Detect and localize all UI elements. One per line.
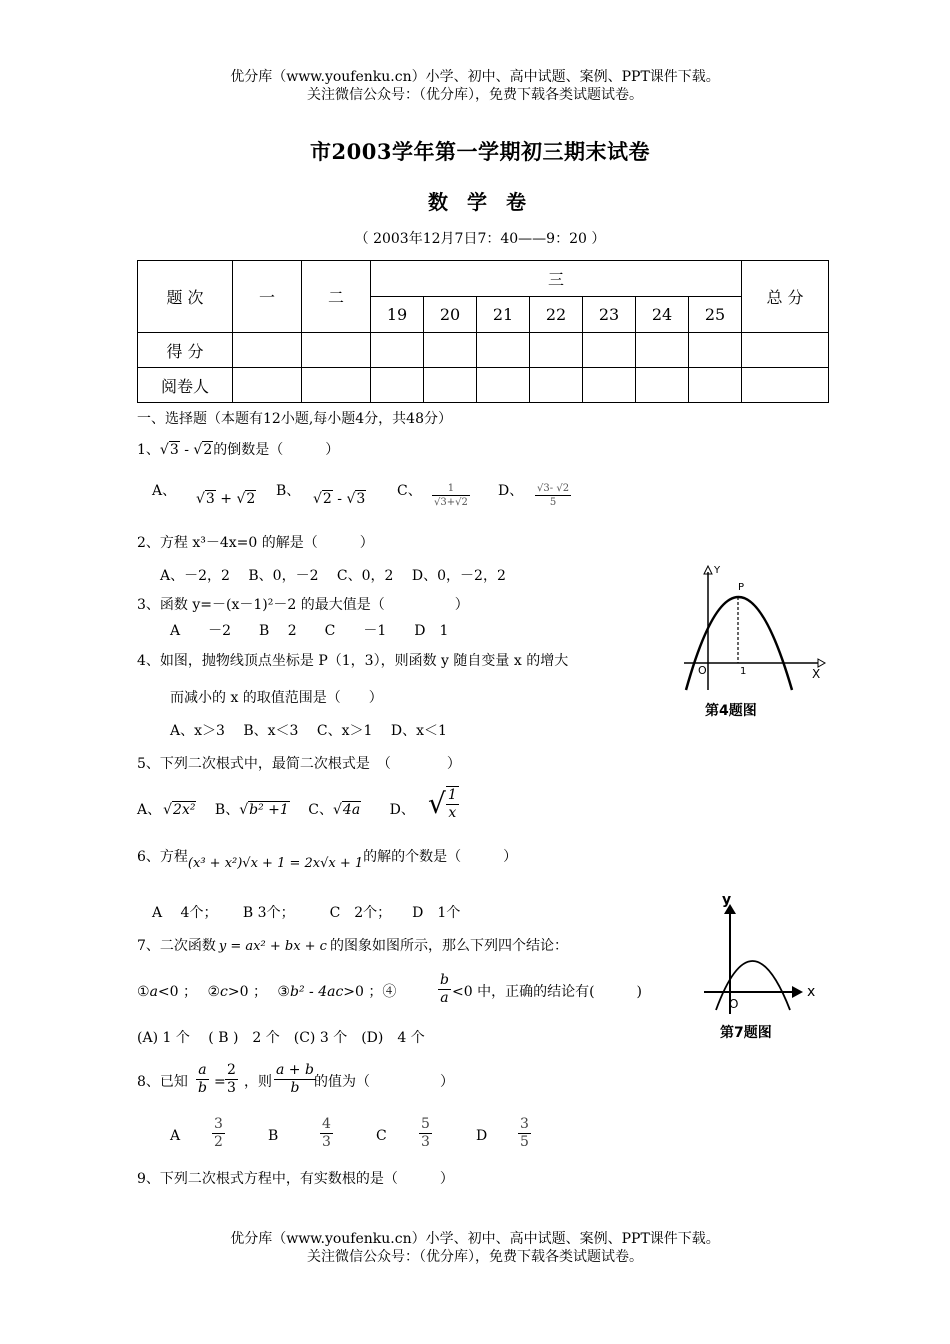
cell-total: 总 分 — [742, 261, 829, 333]
fig4-x-label: X — [812, 667, 821, 681]
q7-c4d: a — [440, 990, 449, 1006]
q5-d-label: D、 — [389, 802, 415, 818]
fig4-o-label: O — [698, 664, 707, 677]
q5-c-expr: 4a — [342, 802, 361, 818]
score-table — [137, 260, 829, 403]
q7-c3v: b² - 4ac — [289, 984, 344, 1000]
score-cell[interactable] — [742, 333, 829, 368]
q1-c-num: 1 — [432, 482, 470, 496]
question-4-line-2: 而减小的 x 的取值范围是（ ） — [170, 690, 383, 706]
q1-option-d-expr — [535, 482, 571, 509]
cell-col-3: 三 — [371, 261, 742, 297]
fig4-y-label: Y — [714, 565, 721, 576]
question-2: 2、方程 x³－4x=0 的解是（ ） — [137, 535, 374, 551]
fig4-x-arrow-icon — [818, 659, 825, 667]
question-5: 5、下列二次根式中，最简二次根式是 （ ） — [137, 756, 461, 772]
q8-eq: = — [214, 1074, 226, 1090]
q1-b-r2: 3 — [356, 491, 366, 507]
q5-options[interactable] — [137, 801, 415, 819]
q1-option-b[interactable] — [276, 482, 300, 500]
q7-c2t: >0 ； — [227, 984, 267, 1000]
cell-sub-col: 23 — [583, 297, 636, 333]
grader-cell[interactable] — [233, 368, 302, 403]
grader-cell[interactable] — [302, 368, 371, 403]
score-cell[interactable] — [371, 333, 424, 368]
q8-f3n: a + b — [276, 1062, 314, 1078]
q8-suffix: 的值为（ ） — [314, 1074, 454, 1090]
q8-f3d: b — [290, 1080, 300, 1096]
q1-num: 1、 — [137, 442, 160, 458]
q8-a-d: 2 — [214, 1134, 223, 1150]
fig7-y-label: y — [722, 892, 732, 908]
header-line-1: 优分库（www.youfenku.cn）小学、初中、高中试题、案例、PPT课件下载。 — [230, 69, 720, 85]
q1-expr-a: 3 — [169, 442, 179, 458]
q1-c-label: C、 — [397, 483, 422, 499]
figure-4-caption: 第4题图 — [705, 703, 757, 719]
score-cell[interactable] — [477, 333, 530, 368]
q1-option-b-expr — [313, 490, 366, 508]
q8-frac-1 — [196, 1062, 209, 1097]
grader-cell[interactable] — [583, 368, 636, 403]
q3-options[interactable]: A －2 B 2 C －1 D 1 — [170, 623, 449, 639]
q1-c-den-op: + — [446, 497, 456, 508]
q1-d-den: 5 — [549, 497, 557, 508]
q5-option-d-expr: √ $\frac{1}{x}$ — [428, 787, 457, 821]
q8-f1d: b — [198, 1080, 207, 1096]
q8-mid: ，则 — [244, 1074, 272, 1090]
q7-fraction — [438, 972, 451, 1007]
q1-option-c[interactable] — [397, 482, 422, 500]
grader-cell[interactable] — [530, 368, 583, 403]
fig7-x-label: x — [807, 984, 816, 1000]
cell-sub-col: 25 — [689, 297, 742, 333]
q8-prefix: 8、已知 — [137, 1074, 188, 1090]
q7-c4n: b — [440, 972, 449, 988]
question-3: 3、函数 y=－(x－1)²－2 的最大值是（ ） — [137, 597, 469, 613]
fig7-curve — [716, 961, 790, 1010]
q5-b-label: B、 — [214, 802, 240, 818]
score-cell[interactable] — [302, 333, 371, 368]
q2-options[interactable]: A、－2，2 B、0，－2 C、0，2 D、0，－2，2 — [160, 568, 506, 584]
cell-row-score: 得 分 — [138, 333, 233, 368]
q8-option-d-frac — [518, 1116, 531, 1151]
q8-b-d: 3 — [322, 1134, 331, 1150]
grader-cell[interactable] — [636, 368, 689, 403]
q1-b-label: B、 — [276, 483, 301, 499]
q8-f2d: 3 — [227, 1080, 236, 1096]
cell-sub-col: 20 — [424, 297, 477, 333]
q1-text: 的倒数是（ ） — [213, 442, 340, 458]
q4-options[interactable]: A、x＞3 B、x＜3 C、x＞1 D、x＜1 — [170, 723, 447, 739]
fig4-p-label: P — [738, 582, 745, 593]
q1-d-num-op: - — [549, 483, 557, 494]
exam-time: （ 2003年12月7日7：40——9：20 ） — [354, 231, 606, 247]
q1-c-den-r2: 2 — [461, 497, 468, 508]
score-cell[interactable] — [689, 333, 742, 368]
q8-c-n: 5 — [421, 1116, 430, 1132]
q8-frac-2 — [225, 1062, 238, 1097]
score-cell[interactable] — [583, 333, 636, 368]
grader-cell[interactable] — [371, 368, 424, 403]
q1-b-r1: 2 — [322, 491, 332, 507]
q7-c1: ① — [137, 984, 150, 1000]
q5-c-label: C、 — [308, 802, 333, 818]
q8-b-n: 4 — [322, 1116, 331, 1132]
q8-option-c-frac — [419, 1116, 432, 1151]
cell-sub-col: 19 — [371, 297, 424, 333]
q7-prefix: 7、二次函数 — [137, 938, 216, 954]
question-1 — [137, 441, 339, 459]
score-cell[interactable] — [233, 333, 302, 368]
q8-c-d: 3 — [421, 1134, 430, 1150]
q1-a-op: + — [215, 491, 237, 507]
q7-c1v: a — [149, 984, 158, 1000]
q6-options[interactable]: A 4个； B 3个； C 2个； D 1个 — [152, 905, 461, 921]
grader-cell[interactable] — [424, 368, 477, 403]
footer-line-2: 关注微信公众号：（优分库），免费下载各类试题试卷。 — [307, 1249, 643, 1265]
q1-c-den-r1: 3 — [440, 497, 447, 508]
q5-a-label: A、 — [137, 802, 162, 818]
q8-option-c-label[interactable]: C — [376, 1128, 387, 1144]
grader-cell[interactable] — [477, 368, 530, 403]
q5-d-den: x — [448, 805, 457, 821]
q8-option-b-frac — [320, 1116, 333, 1151]
q1-option-c-expr — [432, 482, 470, 509]
q7-suffix: 的图象如图所示，那么下列四个结论： — [329, 938, 568, 954]
q7-c2v: c — [220, 984, 228, 1000]
cell-sub-col: 24 — [636, 297, 689, 333]
question-9: 9、下列二次根式方程中，有实数根的是（ ） — [137, 1171, 454, 1187]
q5-a-expr: 2x² — [173, 802, 196, 818]
score-cell[interactable] — [424, 333, 477, 368]
figure-7-caption: 第7题图 — [720, 1025, 772, 1041]
q1-minus: - — [179, 442, 194, 458]
q1-root-icon — [193, 442, 202, 458]
q7-c1t: <0 ； — [157, 984, 198, 1000]
q1-option-d[interactable] — [498, 482, 523, 500]
q5-b-expr: b² +1 — [249, 802, 289, 818]
q8-option-b-label[interactable]: B — [268, 1128, 279, 1144]
q1-option-a[interactable] — [152, 482, 176, 500]
fig7-x-arrow-icon — [792, 986, 803, 998]
q8-frac-3 — [274, 1062, 316, 1097]
cell-row-header: 题 次 — [138, 261, 233, 333]
q8-a-n: 3 — [214, 1116, 223, 1132]
q8-option-d-label[interactable]: D — [476, 1128, 488, 1144]
q6-suffix: 的解的个数是（ ） — [363, 849, 518, 865]
q1-expr-b: 2 — [203, 442, 213, 458]
q1-option-a-expr — [196, 490, 256, 508]
question-6 — [137, 848, 518, 871]
grader-cell[interactable] — [742, 368, 829, 403]
figure-7-parabola — [700, 892, 825, 1017]
q8-option-a-frac — [212, 1116, 225, 1151]
score-cell[interactable] — [636, 333, 689, 368]
fig4-tick-label: 1 — [740, 666, 747, 677]
section-1-title: 一、选择题（本题有12小题,每小题4分，共48分） — [137, 411, 452, 427]
q8-d-n: 3 — [520, 1116, 529, 1132]
q7-options[interactable]: (A) 1 个 ( B ) 2 个 (C) 3 个 (D) 4 个 — [137, 1030, 425, 1046]
score-cell[interactable] — [530, 333, 583, 368]
question-4-line-1: 4、如图，抛物线顶点坐标是 P（1，3），则函数 y 随自变量 x 的增大 — [137, 653, 569, 669]
q1-a-r2: 2 — [246, 491, 256, 507]
cell-sub-col: 21 — [477, 297, 530, 333]
cell-col-1: 一 — [233, 261, 302, 333]
q8-option-a-label[interactable]: A — [170, 1128, 181, 1144]
q7-c3: ③ — [277, 984, 290, 1000]
q6-expr: (x³ + x²)√x + 1 = 2x√x + 1 — [187, 856, 364, 871]
q7-c2: ② — [207, 984, 221, 1000]
q6-prefix: 6、方程 — [137, 849, 188, 865]
header-line-2: 关注微信公众号：（优分库），免费下载各类试题试卷。 — [307, 87, 643, 103]
cell-row-grader: 阅卷人 — [138, 368, 233, 403]
q1-d-label: D、 — [498, 483, 524, 499]
exam-subject: 数 学 卷 — [428, 190, 532, 214]
q1-b-op: - — [332, 491, 347, 507]
q1-a-r1: 3 — [205, 491, 215, 507]
q1-d-num-r1: 3 — [543, 483, 550, 494]
figure-4-parabola — [680, 562, 830, 702]
question-7 — [137, 937, 568, 956]
fig7-o-label: O — [729, 997, 739, 1011]
q8-d-d: 5 — [520, 1134, 529, 1150]
q5-d-num: 1 — [447, 787, 457, 803]
grader-cell[interactable] — [689, 368, 742, 403]
q1-a-label: A、 — [152, 483, 177, 499]
q7-question-tail: <0 中，正确的结论有( ) — [452, 984, 643, 1000]
q1-root-icon — [160, 442, 169, 458]
cell-col-2: 二 — [302, 261, 371, 333]
q1-d-num-r2: 2 — [562, 483, 570, 494]
q8-f2n: 2 — [227, 1062, 236, 1078]
cell-sub-col: 22 — [530, 297, 583, 333]
q8-f1n: a — [196, 1062, 209, 1080]
footer-line-1: 优分库（www.youfenku.cn）小学、初中、高中试题、案例、PPT课件下载。 — [230, 1231, 720, 1247]
q7-expr: y = ax² + bx + c — [218, 939, 327, 954]
exam-title: 市2003学年第一学期初三期末试卷 — [310, 139, 650, 164]
q7-c3t: >0 ；④ — [343, 984, 397, 1000]
q7-conditions — [137, 983, 396, 1001]
